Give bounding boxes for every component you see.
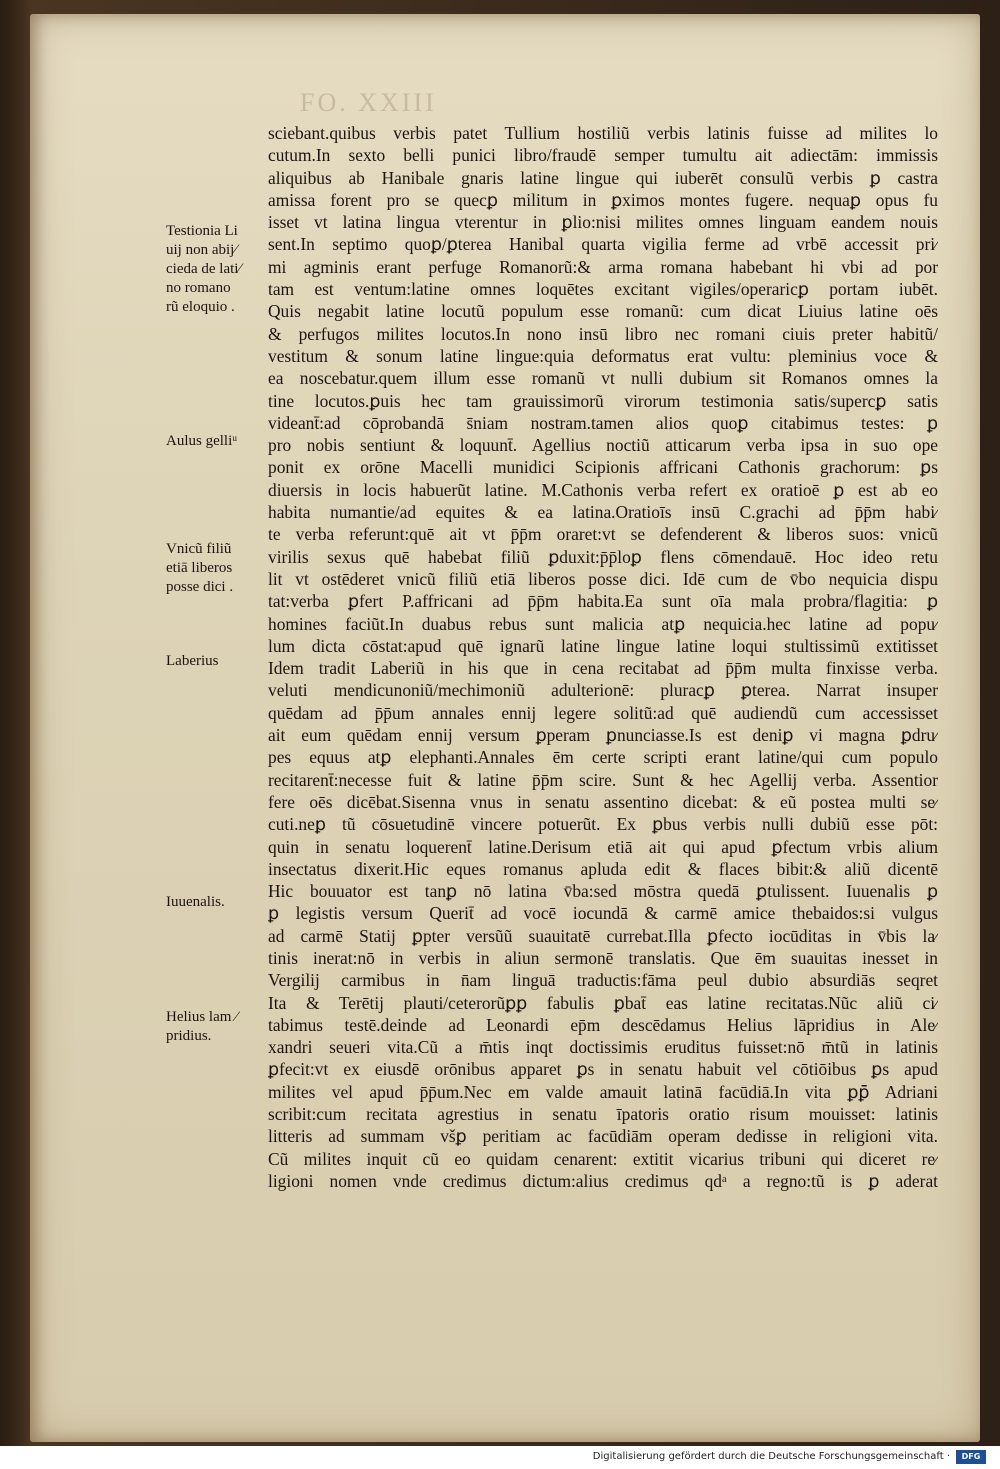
text-line: sciebant.quibus verbis patet Tullium hostiliũ verbis latinis fuisse ad milites lo (268, 123, 938, 143)
marginal-note-testimonia (166, 222, 266, 317)
text-line: tinis inerat:nō in verbis in aliun sermonē translatis. Que ēm suauitas inesset in (268, 947, 938, 968)
text-line: Vergilij carmibus in n̄am linguā traductis:fāma peul dubio absurdiās seqret (268, 970, 938, 991)
text-line: Cũ milites inquit cũ eo quidam cenarent: extitit vicarius tribuni qui diceret re⁄ (268, 1148, 938, 1169)
marginal-line: etiā liberos (166, 560, 233, 576)
text-line: videant̄:ad cōprobandā s̄niam nostram.tamen alios quoꝑ citabimus testes: ꝑ (268, 412, 938, 433)
text-line: cuti.neꝑ tũ cōsuetudinē vincere potuerũt. Ex ꝑbus verbis nulli dubiũ esse pōt: (268, 814, 938, 835)
text-line: mi agminis erant perfuge Romanorũ:& arma romana habebant hi vbi ad por (268, 256, 938, 277)
marginal-line: posse dici . (166, 579, 234, 595)
text-line: ea noscebatur.quem illum esse romanũ vt nulli dubium sit Romanos omnes la (268, 368, 938, 389)
text-line: tat:verba ꝑfert P.affricani ad p̄p̄m habita.Ea sunt oīa mala probra/flagitia: ꝑ (268, 591, 938, 612)
main-text-column (268, 122, 938, 1192)
marginal-line: Helius lam ⁄ (166, 1009, 238, 1025)
text-line: cutum.In sexto belli punici libro/fraudē semper tumultu ait adiectām: immissis (268, 145, 938, 166)
marginal-note-helius-lampridius (166, 1008, 266, 1046)
text-line: ait eum quēdam ennij versum ꝑperam ꝑnunciasse.Is est deniꝑ vi magna ꝑdru⁄ (268, 725, 938, 746)
text-line: te verba referunt:quē ait vt p̄p̄m oraret:vt se defenderent & liberos suos: vnicũ (268, 524, 938, 545)
funding-credit: Digitalisierung gefördert durch die Deutsche Forschungsgemeinschaft · (592, 1451, 950, 1462)
text-line: ligioni nomen vnde credimus dictum:alius credimus qdᵃ a regno:tũ is ꝑ aderat (268, 1170, 938, 1191)
text-line: ꝑ legistis versum Querit̄ ad vocē iocundā & carmē amice thebaidos:si vulgus (268, 903, 938, 924)
text-line: recitarent̄:necesse fuit & latine p̄p̄m scire. Sunt & hec Agellij verba. Assentior (268, 769, 938, 790)
marginal-line: Laberius (166, 653, 219, 669)
marginal-line: cieda de lati⁄ (166, 261, 241, 277)
text-line: sent.In septimo quoꝑ/ꝑterea Hanibal quarta vigilia ferme ad vrbē accessit pri⁄ (268, 234, 938, 255)
text-line: insectatus dixerit.Hic eques romanus apluda edit & flaces bibit:& aliũ dicentē (268, 858, 938, 879)
text-line: diuersis in locis habuerũt latine. M.Cathonis verba refert ex oratioē ꝑ est ab eo (268, 479, 938, 500)
text-line: ꝑfecit:vt ex eiusdē orōnibus apparet ꝑs in senatu habuit vel cōtiōibus ꝑs apud (268, 1059, 938, 1080)
text-line: homines faciũt.In duabus rebus sunt malicia atꝑ nequicia.hec latine ad popu⁄ (268, 613, 938, 634)
marginal-line: uij non abij⁄ (166, 242, 237, 258)
marginal-line: rũ eloquio . (166, 299, 235, 315)
text-line: fere oēs dicēbat.Sisenna vnus in senatu assentino dicebat: & eũ postea multi se⁄ (268, 791, 938, 812)
text-line: & perfugos milites locutos.In nono insū libro nec romani ciuis preter habitũ/ (268, 323, 938, 344)
text-line: quēdam ad p̄p̄um annales ennij legere solitũ:ad quē audiendũ cum accessisset (268, 702, 938, 723)
marginal-line: pridius. (166, 1028, 212, 1044)
marginal-note-iuuenalis (166, 893, 266, 912)
text-line: Ita & Terētij plauti/ceterorũꝑꝑ fabulis ꝑbat̄ eas latine recitatas.Nũc aliũ ci⁄ (268, 992, 938, 1013)
footer-bar (0, 1446, 1000, 1469)
text-line: aliquibus ab Hanibale gnaris latine lingue qui iuberēt consulũ verbis ꝑ castra (268, 167, 938, 188)
marginal-line: Testionia Li (166, 223, 238, 239)
text-line: tabimus testē.deinde ad Leonardi ep̄m descēdamus Helius lāpridius in Ale⁄ (268, 1014, 938, 1035)
text-line: lit vt ostēderet vnicũ filiũ etiā liberos posse dici. Idē cum de v̄bo nequicia dispu (268, 568, 938, 589)
folio-header: FO. XXIII (300, 88, 437, 117)
marginal-note-aulus-gellius (166, 432, 266, 451)
marginal-line: Aulus gelliᵘ (166, 433, 238, 449)
text-line: ad carmē Statij ꝑpter versũũ suauitatē currebat.Illa ꝑfecto iocūditas in v̄bis la⁄ (268, 925, 938, 946)
text-line: milites vel apud p̄p̄um.Nec em valde amauit latinā facūdiā.In vita ꝑꝑ̄ Adriani (268, 1081, 938, 1102)
text-line: scribit:cum recitata agrestius in senatu īpatoris oratio risum mouisset: latinis (268, 1104, 938, 1125)
text-line: litteris ad summam všꝑ peritiam ac facūdiām operam dedisse in religioni vita. (268, 1126, 938, 1147)
text-line: amissa forent pro se quecꝑ militum in ꝑximos montes fugere. nequaꝑ opus fu (268, 189, 938, 210)
text-line: Hic bouuator est tanꝑ nō latina v̄ba:sed mōstra quedā ꝑtulissent. Iuuenalis ꝑ (268, 881, 938, 902)
text-line: vestitum & sonum latine lingue:quia deformatus erat vultu: pleminius voce & (268, 345, 938, 366)
marginal-line: Iuuenalis. (166, 894, 225, 910)
text-line: virilis sexus quē habebat filiũ ꝑduxit:p̄p̄loꝑ flens cōmendauē. Hoc ideo retu (268, 546, 938, 567)
marginal-note-laberius (166, 652, 266, 671)
text-line: pes equus atꝑ elephanti.Annales ēm certe scripti erant latine/qui cum populo (268, 747, 938, 768)
text-line: Idem tradit Laberiũ in his que in cena recitabat ad p̄p̄m multa finxisse verba. (268, 658, 938, 679)
marginal-line: Vnicũ filiũ (166, 541, 232, 557)
text-line: isset vt latina lingua vterentur in ꝑlio:nisi milites omnes linguam eandem nouis (268, 212, 938, 233)
dfg-logo: DFG (956, 1450, 986, 1464)
text-line: lum dicta cōstat:apud quē ignarũ latine lingue latine loqui stultissimũ extitisset (268, 635, 938, 656)
text-line: quin in senatu loquerent̄ latine.Derisum etiā ait qui apud ꝑfectum vrbis alium (268, 836, 938, 857)
marginal-line: no romano (166, 280, 231, 296)
text-line: tam est ventum:latine omnes loquētes excitant vigiles/operaricꝑ portam iubēt. (268, 279, 938, 300)
text-line: pro nobis sentiunt & loquunt̄. Agellius noctiũ atticarum verba ipsa in suo ope (268, 435, 938, 456)
text-line: xandri seueri vita.Cũ a m̄tis inqt doctissimis eruditus fuisset:nō m̄tũ in latinis (268, 1037, 938, 1058)
text-line: tine locutos.ꝑuis hec tam grauissimorũ virorum testimonia satis/supercꝑ satis (268, 390, 938, 411)
text-line: ponit ex orōne Macelli munidici Scipionis affricani Cathonis grachorum: ꝑs (268, 457, 938, 478)
marginal-note-vnicum-filium (166, 540, 266, 597)
text-line: veluti mendicunoniũ/mechimoniũ adulterionē: pluracꝑ ꝑterea. Narrat insuper (268, 680, 938, 701)
text-line: habita numantie/ad equites & ea latina.Oratioīs insū C.grachi ad p̄p̄m habi⁄ (268, 502, 938, 523)
text-line: Quis negabit latine locutũ populum esse romanũ: cum dicat Liuius latine oēs (268, 301, 938, 322)
